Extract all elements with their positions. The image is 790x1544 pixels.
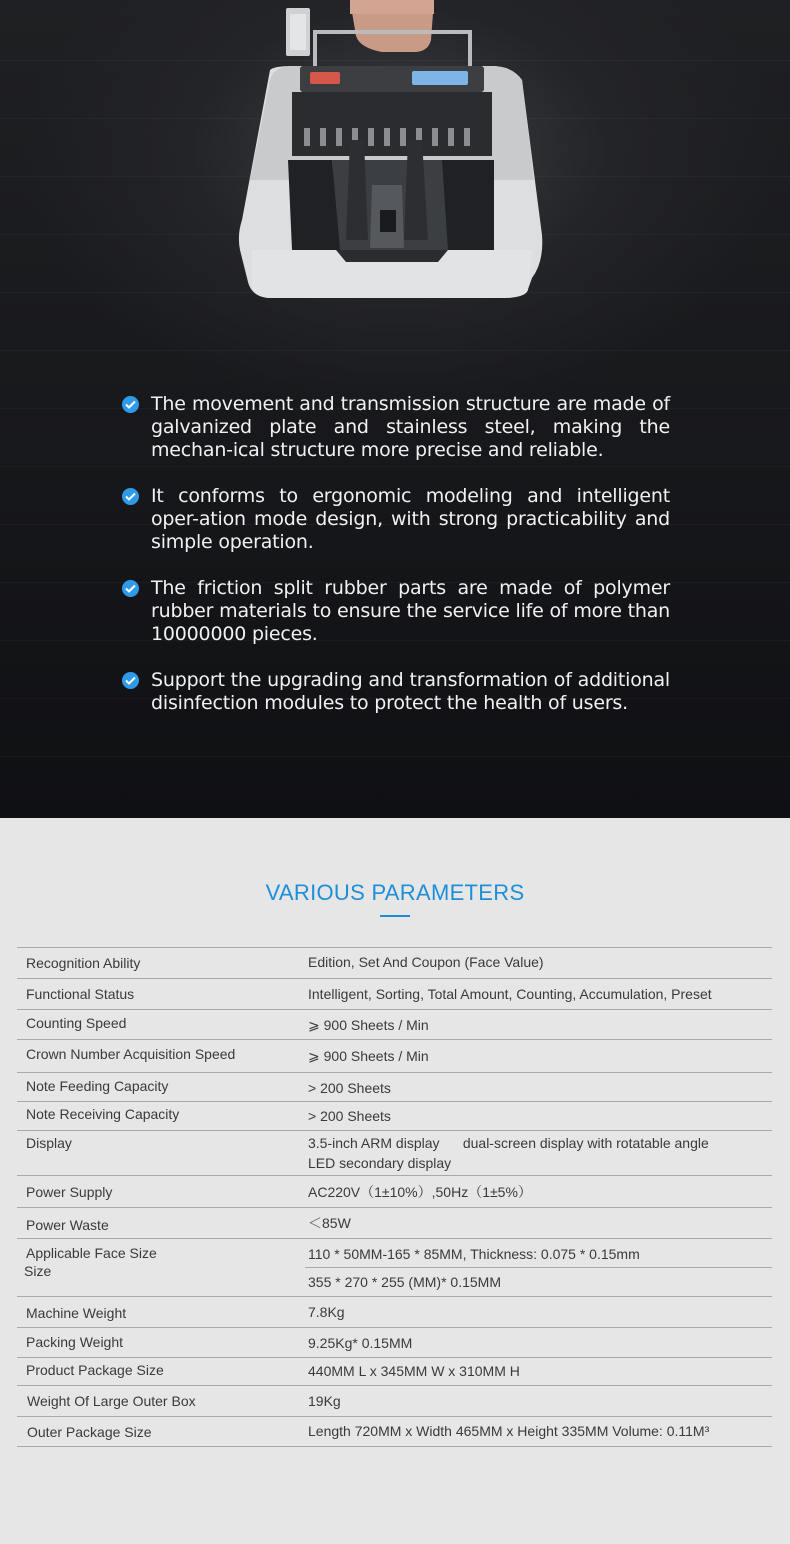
row-value: 19Kg (308, 1393, 341, 1409)
table-row (17, 1102, 772, 1131)
row-value: Length 720MM x Width 465MM x Height 335MM Volume: 0.11M³ (308, 1423, 710, 1439)
row-value: > 200 Sheets (308, 1080, 391, 1096)
row-value: 110 * 50MM-165 * 85MM, Thickness: 0.075 * 0.15mm (308, 1246, 640, 1262)
sub-row (305, 1267, 772, 1296)
row-label: Product Package Size (26, 1362, 164, 1378)
feature-text: Support the upgrading and transformation of additional disinfection modules to protect the health of users. (151, 669, 670, 714)
parameters-table (17, 947, 772, 1447)
feature-item (122, 393, 670, 462)
row-label: Packing Weight (26, 1334, 124, 1350)
row-label: Note Feeding Capacity (26, 1078, 169, 1094)
row-label: Recognition Ability (26, 955, 141, 971)
row-value: AC220V（1±10%）,50Hz（1±5%） (308, 1184, 532, 1200)
row-label: Functional Status (26, 986, 135, 1002)
feature-text: The movement and transmission structure are made of galvanized plate and stainless steel, making the mechan-ical structure more precise and reliable. (151, 393, 670, 461)
row-value: Intelligent, Sorting, Total Amount, Counting, Accumulation, Preset (308, 986, 712, 1002)
table-row (17, 1239, 772, 1297)
table-row (17, 1386, 772, 1417)
row-value: ⩾ 900 Sheets / Min (308, 1048, 429, 1064)
row-label: Counting Speed (26, 1015, 127, 1031)
table-row (17, 1297, 772, 1328)
feature-item (122, 669, 670, 715)
row-label-continued: Size (24, 1263, 52, 1279)
row-value: Edition, Set And Coupon (Face Value) (308, 954, 544, 970)
row-label: Crown Number Acquisition Speed (26, 1046, 236, 1062)
table-row (17, 1417, 772, 1447)
money-counter-image (232, 0, 552, 305)
table-row (17, 979, 772, 1010)
parameters-section (0, 818, 790, 1544)
table-row (17, 1208, 772, 1239)
table-row (17, 1010, 772, 1040)
table-row (17, 1073, 772, 1102)
row-value: ＜85W (308, 1215, 351, 1231)
row-label: Weight Of Large Outer Box (27, 1393, 196, 1409)
title-underline (380, 915, 410, 917)
row-label: Power Supply (26, 1184, 113, 1200)
check-circle-icon (122, 672, 139, 689)
feature-item (122, 485, 670, 554)
table-row (17, 1358, 772, 1386)
table-row (17, 1131, 772, 1176)
row-value: 355 * 270 * 255 (MM)* 0.15MM (308, 1274, 501, 1290)
table-row (17, 1328, 772, 1358)
row-value: ⩾ 900 Sheets / Min (308, 1017, 429, 1033)
check-circle-icon (122, 580, 139, 597)
row-value: 7.8Kg (308, 1304, 345, 1320)
row-value: > 200 Sheets (308, 1108, 391, 1124)
table-row (17, 948, 772, 979)
row-value: 3.5-inch ARM display dual-screen display with rotatable angle LED secondary display (308, 1135, 713, 1171)
table-row (17, 1176, 772, 1208)
check-circle-icon (122, 488, 139, 505)
row-value: 440MM L x 345MM W x 310MM H (308, 1363, 520, 1379)
section-title: VARIOUS PARAMETERS (265, 880, 525, 905)
row-label: Applicable Face Size (26, 1245, 157, 1261)
row-label: Outer Package Size (27, 1424, 152, 1440)
feature-text: It conforms to ergonomic modeling and intelligent oper-ation mode design, with strong practicability and simple operation. (151, 485, 670, 553)
sub-row (305, 1239, 772, 1267)
check-circle-icon (122, 396, 139, 413)
row-label: Display (26, 1135, 72, 1151)
feature-list (122, 393, 670, 738)
feature-text: The friction split rubber parts are made of polymer rubber materials to ensure the service life of more than 10000000 pieces. (151, 577, 670, 645)
row-label: Power Waste (26, 1217, 109, 1233)
row-value: 9.25Kg* 0.15MM (308, 1335, 413, 1351)
table-row (17, 1040, 772, 1073)
row-label: Machine Weight (26, 1305, 127, 1321)
row-label: Note Receiving Capacity (26, 1106, 180, 1122)
feature-item (122, 577, 670, 646)
